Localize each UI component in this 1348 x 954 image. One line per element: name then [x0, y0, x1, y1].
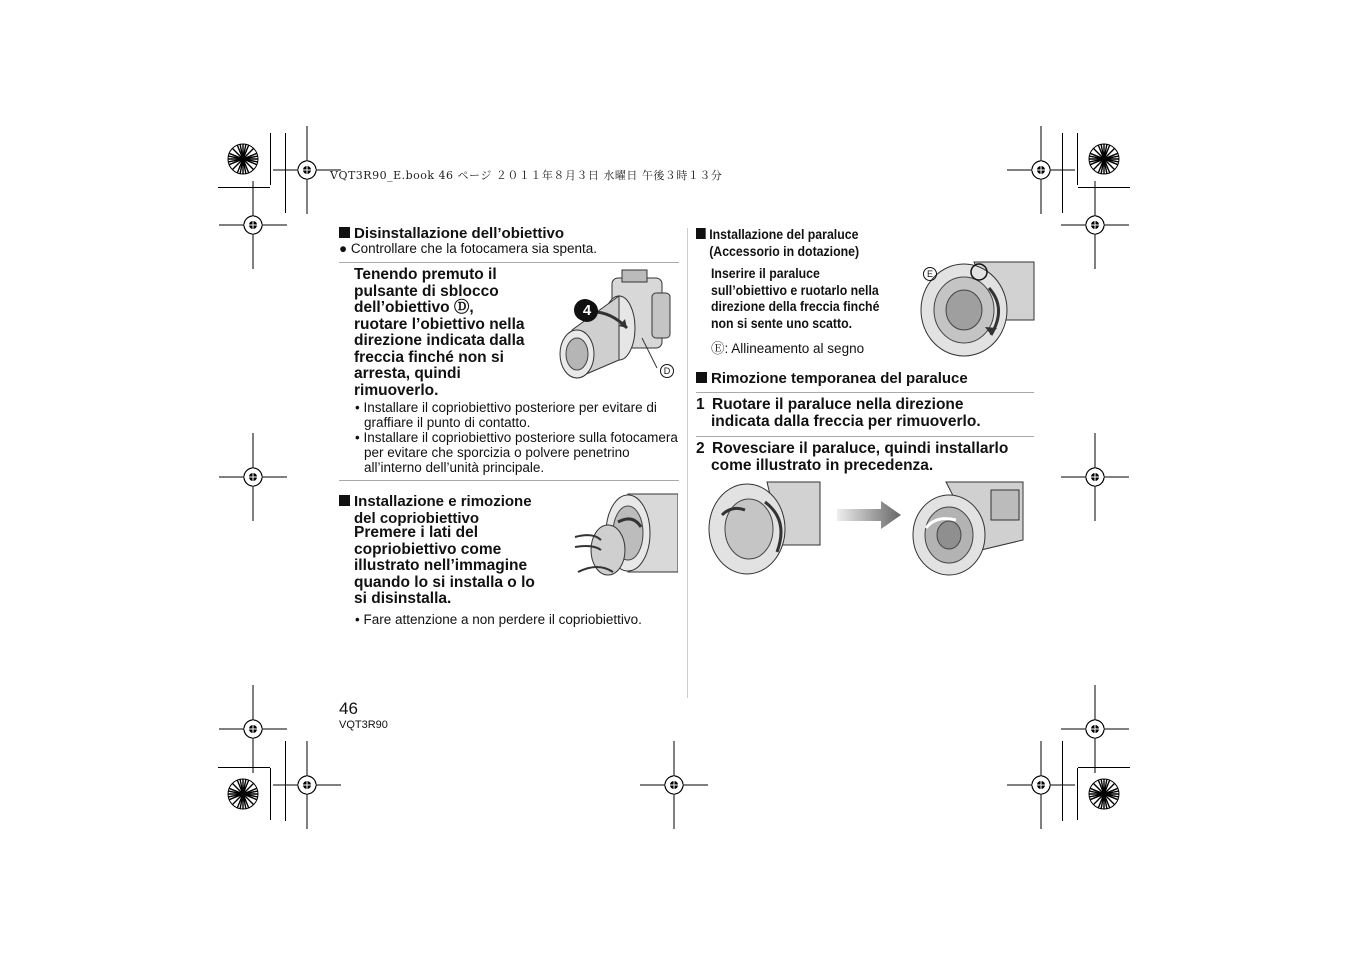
square-bullet-icon	[339, 227, 350, 238]
lens-hood-instructions: Inserire il paraluce sull’obiettivo e ruotarlo nella direzione della freccia finché non si sente uno scatto.	[711, 265, 880, 331]
square-bullet-icon	[339, 495, 350, 506]
lens-removal-instructions: Tenendo premuto il pulsante di sblocco dell’obiettivo Ⓓ, ruotare l’obiettivo nella direzione indicata dalla freccia finché non si arresta, quindi rimuoverlo.	[354, 266, 525, 399]
camera-lens-removal-illustration	[557, 268, 677, 383]
divider	[339, 262, 679, 263]
alignment-note: Ⓔ: Allineamento al segno	[711, 341, 865, 356]
hood-rotate-illustration	[707, 480, 821, 578]
arrow-right-icon	[837, 499, 903, 531]
print-header: VQT3R90_E.book 46 ページ ２０１１年８月３日 水曜日 午後３時１３分	[330, 169, 723, 182]
divider	[696, 392, 1034, 393]
divider	[696, 436, 1034, 437]
square-bullet-icon	[696, 228, 706, 239]
marker-d: D	[660, 364, 674, 378]
bullet-note: • Installare il copriobiettivo posteriore sulla fotocamera per evitare che sporcizia o polvere penetrino all’interno dell’unità principale.	[355, 430, 678, 475]
lens-cap-instructions: Premere i lati del copriobiettivo come illustrato nell’immagine quando lo si installa o lo si disinstalla.	[354, 524, 535, 607]
bullet-note: • Fare attenzione a non perdere il copriobiettivo.	[355, 612, 642, 627]
section-title-lens-hood: Installazione del paraluce (Accessorio in dotazione)	[696, 226, 925, 259]
square-bullet-icon	[696, 372, 707, 383]
section-title-lens-cap: Installazione e rimozione del copriobiettivo	[339, 493, 532, 527]
divider	[339, 480, 679, 481]
document-code: VQT3R90	[339, 719, 388, 731]
bullet-note: • Installare il copriobiettivo posteriore per evitare di graffiare il punto di contatto.	[355, 400, 657, 430]
page-number: 46	[339, 699, 358, 718]
hood-reversed-illustration	[911, 480, 1024, 578]
lens-cap-illustration	[573, 492, 678, 584]
section-note: ● Controllare che la fotocamera sia spenta.	[339, 241, 598, 256]
marker-number-four: 4	[576, 300, 598, 322]
marker-e: E	[923, 267, 937, 281]
hood-removal-step-1: 1 Ruotare il paraluce nella direzione indicata dalla freccia per rimuoverlo.	[696, 396, 981, 430]
section-title-lens-removal: Disinstallazione dell’obiettivo	[339, 225, 564, 242]
section-title-hood-removal: Rimozione temporanea del paraluce	[696, 370, 968, 387]
hood-removal-step-2: 2 Rovesciare il paraluce, quindi installarlo come illustrato in precedenza.	[696, 440, 1009, 474]
